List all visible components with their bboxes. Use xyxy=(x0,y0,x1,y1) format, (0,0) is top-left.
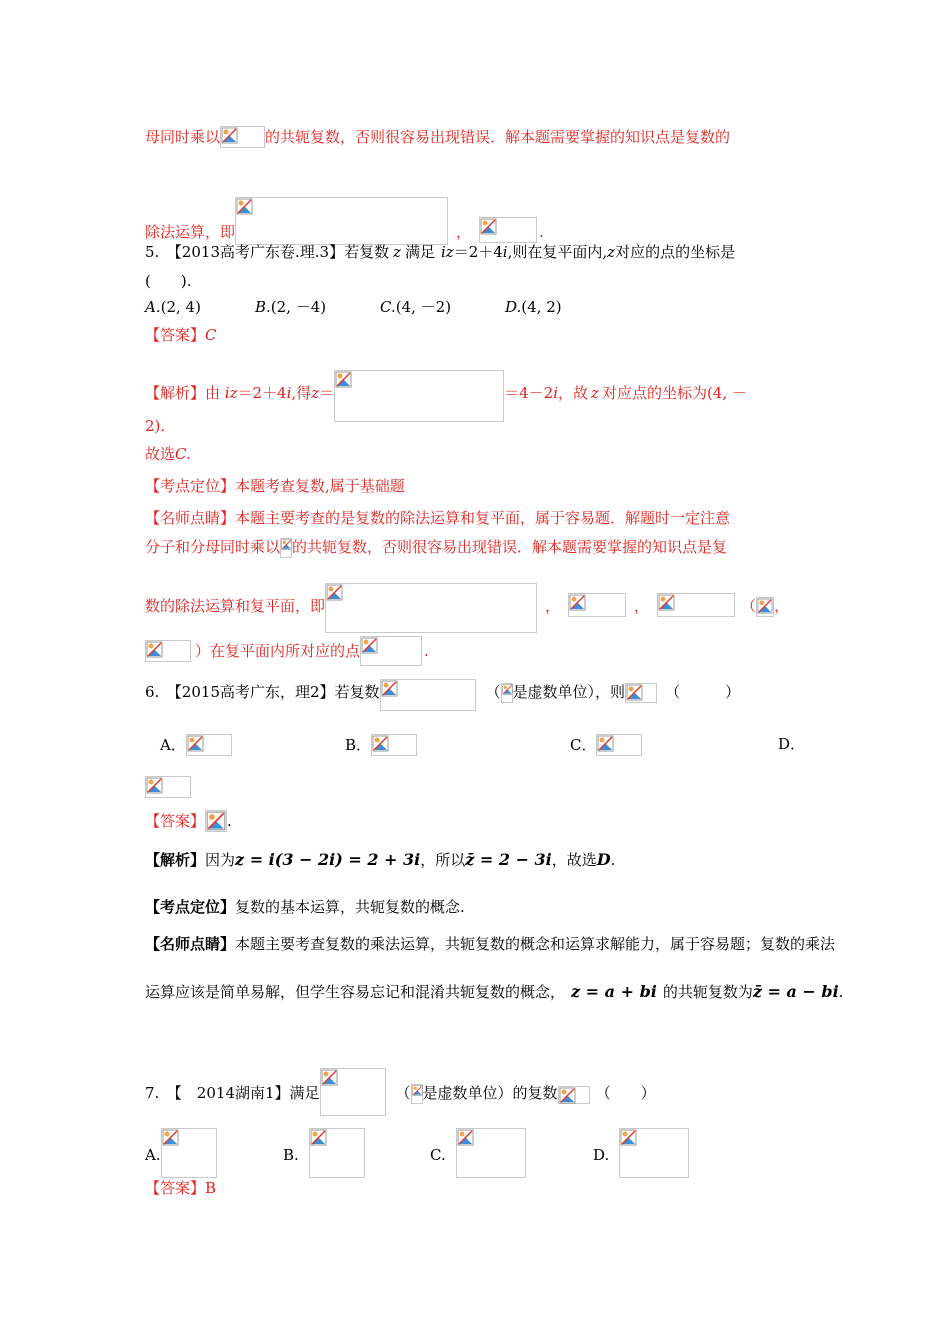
formula-image xyxy=(235,197,448,245)
broken-image-icon xyxy=(372,735,389,752)
broken-image-icon xyxy=(620,1129,637,1146)
formula-image xyxy=(456,1128,526,1178)
q5-mingshi-2: 分子和分母同时乘以 的共轭复数，否则很容易出现错误．解本题需要掌握的知识点是复 xyxy=(145,538,728,556)
q5-option-d[interactable]: D.(4, 2) xyxy=(505,298,562,316)
formula-image xyxy=(501,683,513,703)
broken-image-icon xyxy=(236,198,253,215)
q6-mingshi-2: 运算应该是简单易解，但学生容易忘记和混淆共轭复数的概念， z = a + bi 的共轭复数为z̄ = a − bi. xyxy=(145,982,844,1001)
broken-image-icon xyxy=(480,218,497,235)
q7-answer: 【答案】B xyxy=(145,1179,217,1197)
q5-answer: 【答案】C xyxy=(145,326,217,344)
formula-image xyxy=(325,583,537,633)
formula-image xyxy=(568,593,626,617)
broken-image-icon xyxy=(321,1069,338,1086)
q5-option-a[interactable]: A.(2, 4) xyxy=(145,298,201,316)
broken-image-icon xyxy=(146,641,163,658)
q7-option-b[interactable]: B. xyxy=(283,1128,365,1178)
formula-image xyxy=(756,597,774,617)
q6-stem: 6. 【2015高考广东，理2】若复数 （ 是虚数单位），则 （ ） xyxy=(145,679,740,711)
broken-image-icon xyxy=(658,594,675,611)
q5-choose: 故选C. xyxy=(145,445,191,463)
broken-image-icon xyxy=(162,1129,179,1146)
broken-image-icon xyxy=(381,680,398,697)
broken-image-icon xyxy=(457,1129,474,1146)
broken-image-icon xyxy=(221,127,238,144)
formula-image xyxy=(360,636,422,666)
formula-image xyxy=(186,734,232,756)
formula-image xyxy=(411,1084,423,1104)
broken-image-icon xyxy=(206,811,226,831)
q5-explanation-cont: 2). xyxy=(145,417,166,435)
q7-stem: 7. 【 2014湖南1】满足 （ 是虚数单位）的复数 （ ） xyxy=(145,1068,656,1116)
q6-kaodian: 【考点定位】复数的基本运算，共轭复数的概念. xyxy=(145,898,465,916)
broken-image-icon xyxy=(310,1129,327,1146)
formula-image xyxy=(380,679,476,711)
formula-image xyxy=(596,734,642,756)
q5-kaodian: 【考点定位】本题考查复数,属于基础题 xyxy=(145,477,405,495)
q5-mingshi-3: 数的除法运算和复平面，即 ， ， （ ， xyxy=(145,583,789,633)
formula-image xyxy=(145,640,191,662)
formula-image xyxy=(220,126,265,148)
q6-option-c[interactable]: C． xyxy=(570,734,642,756)
q6-option-d-image-row xyxy=(145,776,191,798)
q6-explanation: 【解析】因为z = i(3 − 2i) = 2 + 3i，所以z̄ = 2 − 3i，故选D. xyxy=(145,850,616,869)
broken-image-icon xyxy=(412,1085,423,1096)
broken-image-icon xyxy=(361,637,378,654)
formula-image xyxy=(371,734,417,756)
q5-explanation: 【解析】由 iz＝2＋4i,得z＝ ＝4－2i，故 z 对应点的坐标为(4, － xyxy=(145,370,747,422)
formula-image xyxy=(280,538,292,558)
formula-image xyxy=(145,776,191,798)
broken-image-icon xyxy=(559,1087,576,1104)
broken-image-icon xyxy=(326,584,343,601)
q6-option-d[interactable]: D． xyxy=(778,735,806,753)
formula-image xyxy=(558,1086,590,1104)
broken-image-icon xyxy=(146,777,163,794)
broken-image-icon xyxy=(597,735,614,752)
broken-image-icon xyxy=(281,539,292,550)
formula-image xyxy=(320,1068,386,1116)
q6-answer: 【答案】 . xyxy=(145,812,232,830)
broken-image-icon xyxy=(626,684,643,701)
formula-image xyxy=(657,593,735,617)
formula-image xyxy=(625,683,657,703)
q5-paren: ( ). xyxy=(145,272,192,290)
q5-mingshi-1: 【名师点睛】本题主要考查的是复数的除法运算和复平面，属于容易题．解题时一定注意 xyxy=(145,509,731,527)
broken-image-icon xyxy=(187,735,204,752)
formula-image xyxy=(619,1128,689,1178)
q7-option-d[interactable]: D. xyxy=(593,1128,689,1178)
formula-image xyxy=(309,1128,365,1178)
q5-mingshi-4: ）在复平面内所对应的点 . xyxy=(145,636,429,666)
formula-image xyxy=(479,217,537,243)
q6-option-a[interactable]: A． xyxy=(160,734,232,756)
q5-option-c[interactable]: C.(4, －2) xyxy=(380,298,452,316)
q5-stem: 5. 【2013高考广东卷.理.3】若复数 z 满足 iz＝2＋4i,则在复平面内,z对应的点的坐标是 xyxy=(145,243,736,261)
broken-image-icon xyxy=(569,594,586,611)
formula-image xyxy=(205,810,227,832)
q7-option-c[interactable]: C. xyxy=(430,1128,526,1178)
q7-option-a[interactable]: A. xyxy=(145,1128,217,1178)
broken-image-icon xyxy=(335,371,352,388)
formula-image xyxy=(161,1128,217,1178)
formula-image xyxy=(334,370,504,422)
broken-image-icon xyxy=(502,684,513,695)
broken-image-icon xyxy=(757,598,773,614)
prev-line-2: 除法运算，即 ， . xyxy=(145,197,544,245)
q5-option-b[interactable]: B.(2, －4) xyxy=(255,298,327,316)
prev-line-1: 母同时乘以 的共轭复数，否则很容易出现错误．解本题需要掌握的知识点是复数的 xyxy=(145,128,731,146)
q6-option-b[interactable]: B． xyxy=(345,734,417,756)
q6-mingshi-1: 【名师点睛】本题主要考查复数的乘法运算，共轭复数的概念和运算求解能力，属于容易题；复数的乘法 xyxy=(145,935,836,953)
